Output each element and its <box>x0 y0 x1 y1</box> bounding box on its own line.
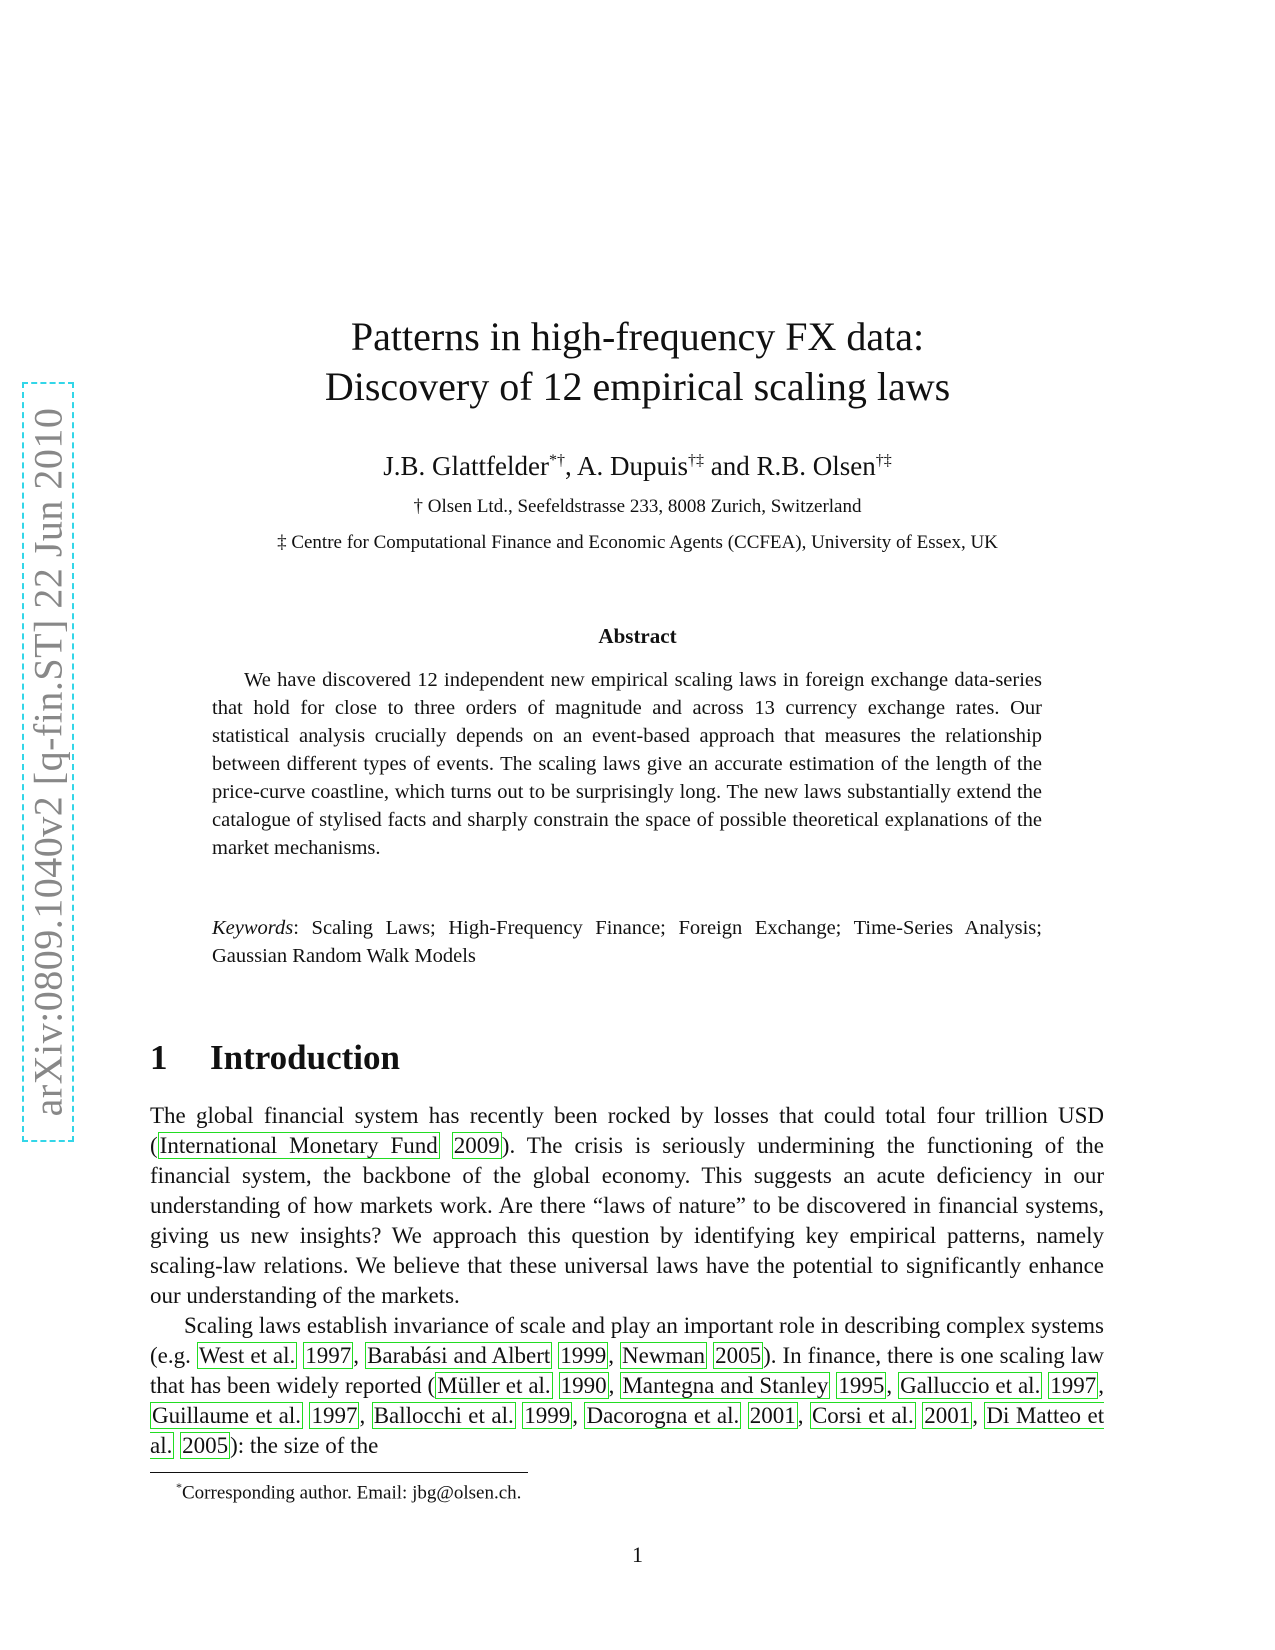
author-separator: and <box>704 451 757 481</box>
paragraph-text: ): the size of the <box>230 1433 379 1458</box>
citation-separator: , <box>1098 1373 1105 1398</box>
intro-paragraph-2 <box>150 1311 1104 1461</box>
citation-year-link[interactable]: 1995 <box>838 1373 885 1398</box>
citation-link[interactable]: Mantegna and Stanley <box>622 1373 829 1398</box>
citation-link[interactable]: Guillaume et al. <box>152 1403 301 1428</box>
citation-separator: , <box>359 1403 372 1428</box>
footnote-mark: * <box>176 1480 182 1494</box>
author-separator: , <box>564 451 577 481</box>
citation-separator: , <box>572 1403 585 1428</box>
citation-group-1 <box>197 1342 763 1369</box>
citation-year-link[interactable]: 1997 <box>311 1403 358 1428</box>
citation-link[interactable]: Galluccio et al. <box>900 1373 1041 1398</box>
abstract-text: We have discovered 12 independent new empirical scaling laws in foreign exchange data-series that hold for close to three orders of magnitude and across 13 currency exchange rates. Our statistical analysis crucially depends on an event-based approach that measures the relationship between different types of events. The scaling laws give an accurate estimation of the length of the price-curve coastline, which turns out to be surprisingly long. The new laws substantially extend the catalogue of stylised facts and sharply constrain the space of possible theoretical explanations of the market mechanisms. <box>212 669 1042 859</box>
citation-year-link[interactable]: 1999 <box>524 1403 571 1428</box>
citation-link[interactable]: Newman <box>622 1343 706 1368</box>
author-name: R.B. Olsen <box>756 451 876 481</box>
section-number: 1 <box>150 1038 168 1077</box>
section-heading <box>150 1038 400 1078</box>
paragraph-text: The global financial system has recently been rocked by losses that could total four trillion USD ( <box>150 1103 1104 1158</box>
intro-paragraph-1 <box>150 1101 1104 1311</box>
title-line-1: Patterns in high-frequency FX data: <box>350 314 925 359</box>
citation-space <box>440 1133 452 1158</box>
author-mark: *† <box>548 452 565 469</box>
abstract-heading: Abstract <box>598 624 677 648</box>
footnote-rule <box>150 1472 528 1473</box>
citation-year-link[interactable]: 1999 <box>560 1343 607 1368</box>
arxiv-identifier-text: arXiv:0809.1040v2 [q-fin.ST] 22 Jun 2010 <box>25 407 71 1117</box>
citation-separator: , <box>886 1373 899 1398</box>
keywords <box>212 914 1042 970</box>
citation-year-link[interactable]: 2009 <box>453 1133 500 1158</box>
author-mark: †‡ <box>688 452 704 469</box>
page-number: 1 <box>632 1542 643 1567</box>
citation-link[interactable]: Corsi et al. <box>811 1403 914 1428</box>
citation-separator: , <box>972 1403 985 1428</box>
citation-year-link[interactable]: 1997 <box>1050 1373 1097 1398</box>
citation-year-link[interactable]: 2005 <box>182 1433 229 1458</box>
citation-year-link[interactable]: 2005 <box>715 1343 762 1368</box>
title-line-2: Discovery of 12 empirical scaling laws <box>324 364 951 409</box>
affiliation-1: † Olsen Ltd., Seefeldstrasse 233, 8008 Zurich, Switzerland <box>413 496 862 517</box>
footnote-text: Corresponding author. Email: jbg@olsen.ch. <box>182 1482 522 1504</box>
paragraph-text: ). The crisis is seriously undermining the functioning of the financial system, the backbone of the global economy. This suggests an acute deficiency in our understanding of how markets work. Are there “laws of nature” to be discovered in financial systems, giving us new insights? We approach this question by identifying key empirical patterns, namely scaling-law relations. We believe that these universal laws have the potential to significantly enhance our understanding of the markets. <box>150 1133 1105 1308</box>
citation-separator: , <box>797 1403 810 1428</box>
citation-link[interactable]: West et al. <box>198 1343 296 1368</box>
citation-separator: , <box>353 1343 366 1368</box>
citation-year-link[interactable]: 1990 <box>560 1373 607 1398</box>
citation-year-link[interactable]: 2001 <box>749 1403 796 1428</box>
citation-year-link[interactable]: 2001 <box>924 1403 971 1428</box>
citation-link[interactable]: Ballocchi et al. <box>373 1403 514 1428</box>
citation-link[interactable]: International Monetary Fund <box>159 1133 438 1158</box>
citation-link[interactable]: Dacorogna et al. <box>586 1403 740 1428</box>
paragraph-text: ). In finance, there is one scaling law that has been widely reported ( <box>150 1343 1105 1398</box>
section-title: Introduction <box>210 1038 400 1077</box>
citation-separator: , <box>608 1343 621 1368</box>
paragraph-text: Scaling laws establish invariance of scale and play an important role in describing complex systems (e.g. <box>150 1313 1104 1368</box>
citation-link[interactable]: Müller et al. <box>437 1373 551 1398</box>
citation-link[interactable]: Barabási and Albert <box>367 1343 551 1368</box>
author-list <box>0 451 1275 482</box>
footnote <box>176 1480 521 1504</box>
author-mark: †‡ <box>875 452 892 469</box>
author-name: J.B. Glattfelder <box>383 451 549 481</box>
author-name: A. Dupuis <box>576 451 688 481</box>
paper-title <box>0 312 1275 412</box>
keywords-label: Keywords <box>212 917 294 939</box>
citation-separator: , <box>608 1373 621 1398</box>
citation-year-link[interactable]: 1997 <box>305 1343 352 1368</box>
citation-link[interactable]: Di Matteo et al. <box>150 1403 1105 1458</box>
keywords-text: : Scaling Laws; High-Frequency Finance; Foreign Exchange; Time-Series Analysis; Gaussian Random Walk Models <box>212 917 1042 967</box>
affiliation-2: ‡ Centre for Computational Finance and Economic Agents (CCFEA), University of Essex, UK <box>277 532 998 553</box>
